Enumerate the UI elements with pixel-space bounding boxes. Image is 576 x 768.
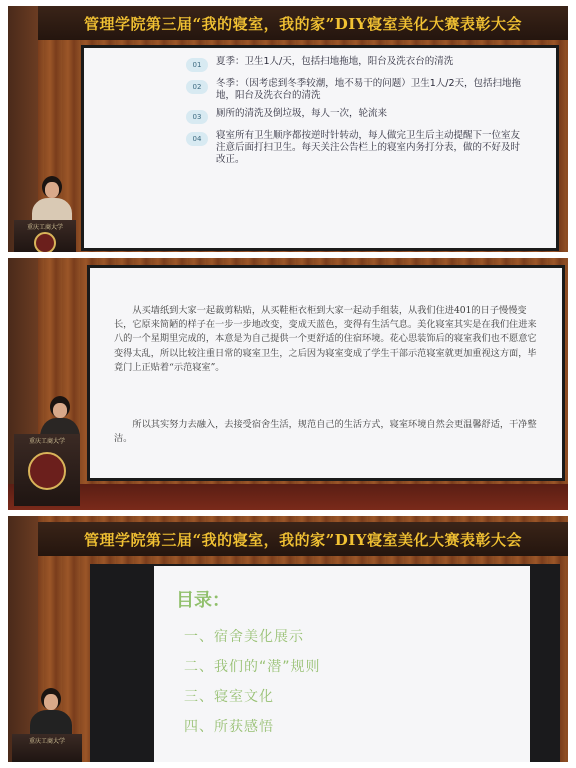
- university-crest-icon: [28, 452, 66, 490]
- contents-item: 二、我们的“潜”规则: [184, 659, 321, 675]
- rule-number-badge: 03: [186, 110, 208, 124]
- contents-item: 一、宿舍美化展示: [184, 629, 304, 645]
- rule-number-badge: 04: [186, 132, 208, 146]
- podium-label: 重庆工商大学: [28, 438, 65, 445]
- university-crest-icon: [34, 232, 56, 252]
- photo-contents-slide: [8, 516, 568, 762]
- rule-number-badge: 01: [186, 58, 208, 72]
- event-banner: 管理学院第三届“我的寝室，我的家”DIY寝室美化大赛表彰大会: [38, 6, 568, 40]
- projection-screen: [154, 566, 530, 762]
- projection-screen: [84, 48, 556, 248]
- rule-text: 冬季：（因考虑到冬季较潮，地不易干的问题）卫生1人/2天，包括扫地拖地，阳台及洗衣台的清洗: [216, 78, 522, 101]
- rules-list: [186, 56, 526, 172]
- list-item: [186, 56, 526, 72]
- podium: [14, 220, 76, 252]
- podium-label: 重庆工商大学: [28, 738, 65, 745]
- stage-floor: [8, 484, 568, 510]
- contents-item: 四、所获感悟: [184, 719, 274, 735]
- rule-number-badge: 02: [186, 80, 208, 94]
- slide-paragraph: 从买墙纸到大家一起裁剪粘贴，从买鞋柜衣柜到大家一起动手组装，从我们住进401的日子慢慢变长，它原来简陋的样子在一步一步地改变，变成天蓝色，变得有生活气息。美化寝室其实是在我们住进来八的一个星期里完成的，本意是为自己提供一个更舒适的住宿环境。花心思装饰后的寝室我们也不愿意它变得太乱，所以比较注重日常的寝室卫生，之后因为寝室变成了学生干部示范寝室就更加重视这方面，毕竟门上正贴着“示范寝室”。: [114, 305, 537, 373]
- photo-rules-slide: [8, 6, 568, 252]
- podium: [12, 734, 82, 762]
- podium-label: 重庆工商大学: [26, 224, 63, 231]
- rule-text: 厕所的清洗及倒垃圾，每人一次，轮流来: [216, 108, 388, 119]
- contents-title: 目录：: [176, 590, 230, 611]
- rule-text: 寝室所有卫生顺序都按逆时针转动，每人做完卫生后主动提醒下一位室友注意后面打扫卫生。每天关注公告栏上的寝室内务打分表，做的不好及时改正。: [216, 130, 521, 165]
- slide-paragraph: 所以其实努力去融入，去接受宿舍生活，规范自己的生活方式，寝室环境自然会更温馨舒适，干净整洁。: [114, 419, 537, 445]
- projection-screen: [90, 268, 562, 478]
- podium: [14, 434, 80, 506]
- list-item: [186, 108, 526, 124]
- list-item: [186, 78, 526, 102]
- list-item: [186, 130, 526, 166]
- contents-item: 三、寝室文化: [184, 689, 274, 705]
- event-banner: 管理学院第三届“我的寝室，我的家”DIY寝室美化大赛表彰大会: [38, 522, 568, 556]
- photo-story-slide: [8, 258, 568, 510]
- rule-text: 夏季：卫生1人/天，包括扫地拖地，阳台及洗衣台的清洗: [216, 56, 454, 67]
